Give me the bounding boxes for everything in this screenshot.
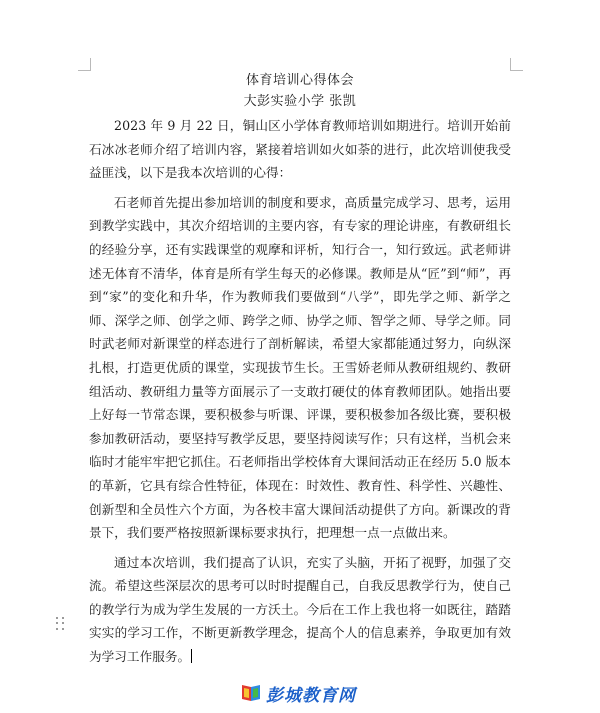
drag-handle-icon[interactable] <box>56 617 66 631</box>
author-line: 大彭实验小学 张凯 <box>243 94 357 109</box>
paragraph-1: 2023 年 9 月 22 日，铜山区小学体育教师培训如期进行。培训开始前石冰冰老师介绍了培训内容，紧接着培训如火如荼的进行，此次培训使我受益匪浅，以下是我本次培训的心得： <box>89 118 511 181</box>
open-book-icon <box>240 683 262 703</box>
document-body[interactable] <box>89 71 511 669</box>
site-watermark <box>240 682 356 704</box>
paragraph-2: 石老师首先提出参加培训的制度和要求，高质量完成学习、思考，运用到教学实践中，其次介绍培训的主要内容，有专家的理论讲座，有教研组长的经验分享，还有实践课堂的观摩和评析，知行合一，知行致远。武老师讲述无体育不清华，体育是所有学生每天的必修课。教师是从“匠”到“师”，再到“家”的变化和升华，作为教师我们要做到“八学”，即先学之师、新学之师、深学之师、创学之师、跨学之师、协学之师、智学之师、导学之师。同时武老师对新课堂的样态进行了剖析解读，希望大家都能通过努力，向纵深扎根，打造更优质的课堂，实现拔节生长。王雪娇老师从教研组规约、教研组活动、教研组力量等方面展示了一支敢打硬仗的体育教师团队。她指出要上好每一节常态课，要积极参与听课、评课，要积极参加各级比赛，要积极参加教研活动，要坚持写教学反思，要坚持阅读写作；只有这样，当机会来临时才能牢牢把它抓住。石老师指出学校体育大课间活动正在经历 5.0 版本的革新，它具有综合性特征，体现在：时效性、教育性、科学性、兴趣性、创新型和全员性六个方面，为各校丰富大课间活动提供了方向。新课改的背景下，我们要严格按照新课标要求执行，把理想一点一点做出来。 <box>89 194 511 541</box>
text-cursor <box>191 649 192 663</box>
crop-mark-top-left <box>78 58 91 71</box>
paragraph-3-text: 通过本次培训，我们提高了认识，充实了头脑，开拓了视野，加强了交流。希望这些深层次的思考可以时时提醒自己，自我反思教学行为，使自己的教学行为成为学生发展的一方沃土。今后在工作上我也将一如既往，踏踏实实的学习工作，不断更新教学理念，提高个人的信息素养，争取更加有效为学习工作服务。 <box>89 554 511 665</box>
document-title: 体育培训心得体会 <box>245 73 354 88</box>
paragraph-3 <box>89 551 511 669</box>
crop-mark-top-right <box>510 58 523 71</box>
brand-name: 彭城教育网 <box>266 685 356 706</box>
